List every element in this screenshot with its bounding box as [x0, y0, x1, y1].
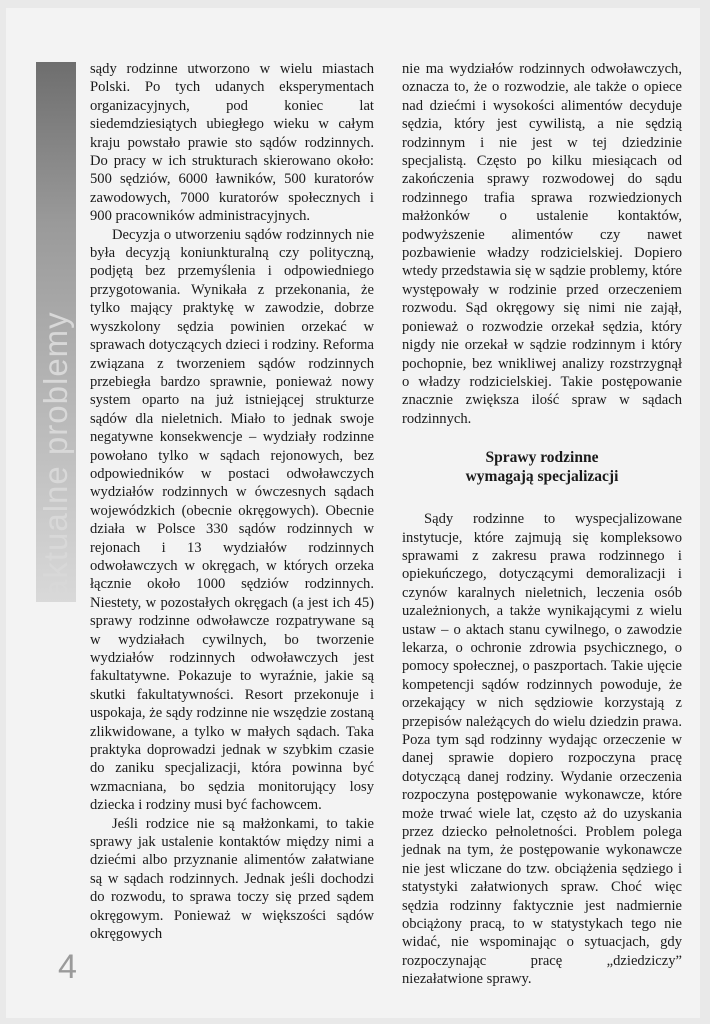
heading-line-2: wymagają specjalizacji [465, 468, 619, 486]
sidebar-label: aktualne problemy [37, 311, 74, 598]
right-paragraph-1: nie ma wydziałów rodzinnych odwoławczych, oznacza to, że o rozwodzie, ale także o opiece nad dziećmi i wysokości alimentów decyduje sędzia, który jest cywilistą, a nie sędzią rodzinnym i nie jest w tej dziedzinie specjalistą. Często po kilku miesiącach od zakończenia sprawy rozwodowej do sądu rodzinnego trafia sprawa rozwiedzionych małżonków o ustalenie kontaktów, podwyższenie alimentów czy nawet pozbawienie władzy rodzicielskiej. Dopiero wtedy przedstawia się w sądzie problemy, które występowały w rodzinie przed orzeczeniem rozwodu. Sąd okręgowy się nimi nie zajął, ponieważ o rozwodzie orzekał sędzia, który nigdy nie orzekał w sądzie rodzinnym i który pochopnie, bez wnikliwej analizy rozstrzygnął o władzy rodzicielskiej. Takie postępowanie znacznie zwiększa ilość spraw w sądach rodzinnych. [402, 61, 682, 427]
right-column [402, 60, 682, 989]
left-column [90, 60, 374, 944]
heading-line-1: Sprawy rodzinne [485, 449, 599, 467]
left-paragraph-3: Jeśli rodzice nie są małżonkami, to takie sprawy jak ustalenie kontaktów między nimi a dziećmi albo przyznanie alimentów załatwiane są w sądach rodzinnych. Jednak jeśli dochodzi do rozwodu, to sprawa toczy się przed sądem okręgowym. Ponieważ w większości sądów okręgowych [90, 815, 374, 943]
right-paragraph-2: Sądy rodzinne to wyspecjalizowane instytucje, które zajmują się kompleksowo sprawami z zakresu prawa rodzinnego i opiekuńczego, dotyczącymi demoralizacji i czynów karalnych nieletnich, leczenia osób uzależnionych, a także wynikającymi z wielu ustaw – o aktach stanu cywilnego, o zawodzie lekarza, o ochronie zdrowia psychicznego, o pomocy społecznej, o paszportach. Takie ujęcie kompetencji sądów rodzinnych powoduje, że orzekający w nich sędziowie korzystają z przepisów należących do wielu dziedzin prawa. Poza tym sąd rodzinny wydając orzeczenie w danej sprawie dopiero rozpoczyna pracę dotyczącą danej rodziny. Wydanie orzeczenia rozpoczyna postępowanie wykonawcze, które może trwać wiele lat, często aż do uzyskania przez dziecko pełnoletności. Problem polega jednak na tym, że postępowanie wykonawcze nie jest wliczane do tzw. obciążenia sędziego i statystyki załatwionych spraw. Choć więc sędzia rodzinny faktycznie jest nadmiernie obciążony pracą, to w statystykach tego nie widać, nie wspominając o sytuacjach, gdy rozpoczynając pracę „dziedziczy” niezałatwione sprawy. [402, 511, 682, 988]
left-paragraph-1: sądy rodzinne utworzono w wielu miastach Polski. Po tych udanych eksperymentach organizacyjnych, pod koniec lat siedemdziesiątych ubiegłego wieku w całym kraju powstało prawie sto sądów rodzinnych. Do pracy w ich strukturach skierowano około: 500 sędziów, 6000 ławników, 500 kuratorów zawodowych, 7000 kuratorów społecznych i 900 pracowników administracyjnych. [90, 61, 374, 225]
left-paragraph-2: Decyzja o utworzeniu sądów rodzinnych nie była decyzją koniunkturalną czy polityczną, podjętą bez przemyślenia i odpowiedniego przygotowania. Wynikała z przekonania, że tylko mający praktykę w zawodzie, dobrze wyszkolony sędzia powinien orzekać w sprawach dotyczących dzieci i rodziny. Reforma związana z tworzeniem sądów rodzinnych przebiegła bardzo sprawnie, ponieważ nowy system oparto na już istniejącej strukturze sądów dla nieletnich. Miało to jednak swoje negatywne konsekwencje – wydziały rodzinne powołano tylko w sądach rejonowych, bez odpowiedników w postaci odwoławczych wydziałów rodzinnych w ówczesnych sądach wojewódzkich (obecnie okręgowych). Obecnie działa w Polsce 330 sądów rodzinnych w rejonach i 13 wydziałów rodzinnych odwoławczych w okręgach, w których orzeka łącznie około 1000 sędziów rodzinnych. Niestety, w pozostałych okręgach (a jest ich 45) sprawy rodzinne odwoławcze rozpatrywane są w wydziałach cywilnych, bo tworzenie wydziałów rodzinnych odwoławczych jest fakultatywne. Pokazuje to wyraźnie, jakie są skutki fakultatywności. Resort przekonuje i uspokaja, że sądy rodzinne nie wszędzie zostaną zlikwidowane, a tylko w małych sądach. Taka praktyka doprowadzi jednak w szybkim czasie do zaniku specjalizacji, która powinna być wzmacniana, bo sędzia monitorujący losy dziecka i rodziny musi być fachowcem. [90, 226, 374, 814]
section-heading [402, 448, 682, 486]
page-number: 4 [58, 948, 77, 986]
